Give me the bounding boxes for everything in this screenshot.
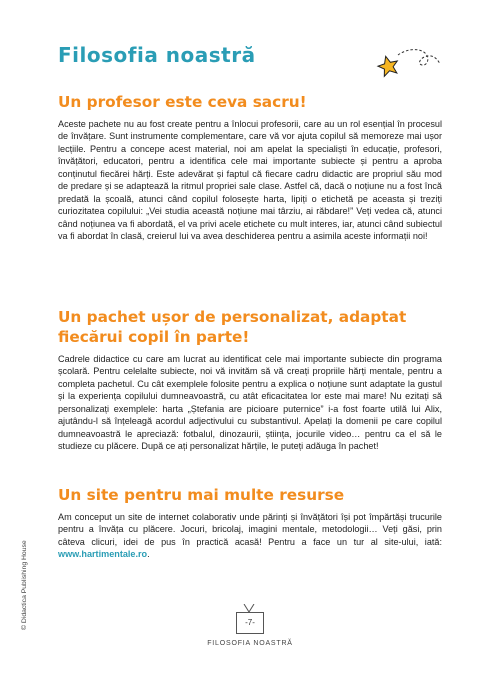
section-heading: Un pachet ușor de personalizat, adaptat fiecărui copil în parte! (58, 308, 407, 346)
section-website (58, 485, 442, 561)
section-paragraph: Aceste pachete nu au fost create pentru a înlocui profesorii, care au un rol esențial în procesul de învățare. Sunt instrumente complementare, care vă vor ajuta copilul să memoreze mai ușor lecțiile. Pentru a concepe acest material, noi am apelat la specialiști în educație, profesori, învățători, educatori, pentru a identifica cele mai importante subiecte și pentru a aproba conținutul fiecărei hărți. Este adevărat și faptul că fiecare cadru didactic are propriul său mod de predare și se adaptează la ritmul propriei sale clase. Astfel că, dacă o noțiune nu a fost încă predată la școală, atunci când copilul folosește harta, lipiți o etichetă pe aceasta și treziți curiozitatea copilului: „Vei studia această noțiune mai târziu, ai răbdare!” Veți vedea că, atunci când noțiunea va fi abordată, el va privi acele etichete cu mult interes, iar, atunci când subiectul va fi abordat în clasă, creierul lui va avea deschiderea pentru a asimila aceste informații noi! (58, 119, 442, 242)
footer-label: FILOSOFIA NOASTRĂ (207, 640, 293, 647)
section-heading: Un profesor este ceva sacru! (58, 93, 307, 111)
star-icon (372, 46, 442, 86)
link-suffix: . (147, 549, 150, 560)
section-heading: Un site pentru mai multe resurse (58, 486, 345, 504)
section-paragraph: Cadrele didactice cu care am lucrat au identificat cele mai importante subiecte din programa școlară. Pentru celelalte subiecte, noi vă invităm să vă creați propriile hărți mentale, pentru a completa pachetul. Cu cât exemplele folosite pentru a explica o noțiune sunt adaptate la gustul și la experiența copilului dumneavoastră, cu atât eficacitatea lor este mai mare! Nu ezitați să personalizați exemplele: harta „Ștefania are picioare puternice” i-a fost foarte utilă lui Alix, ajutându-l să înțeleagă acordul adjectivului cu substantivul. Apelați la domenii pe care copilul dumneavoastră le apreciază: fotbalul, dinozaurii, știința, jocurile video… pentru ca el să le studieze cu plăcere. După ce ați personalizat hărțile, le puteți adăuga în pachet! (58, 354, 442, 452)
website-link[interactable]: www.hartimentale.ro (58, 549, 148, 560)
page-number: -7- (236, 612, 264, 634)
section-paragraph (58, 511, 442, 561)
section-personalized-pack (58, 307, 442, 453)
paragraph-text: Am conceput un site de internet colaborativ unde părinți și învățători își pot împărtăși trucurile pentru a învăța cu plăcere. Jocuri, bricolaj, imagini mentale, metodologii… Veți găsi, prin câteva clicuri, idei de pus în practică acasă! Pentru a face un tur al site-ului, iată: (58, 512, 442, 547)
section-sacred-teacher (58, 92, 442, 243)
copyright-sidebar: © Didactica Publishing House (21, 540, 28, 630)
page-title: Filosofia noastră (58, 43, 256, 67)
